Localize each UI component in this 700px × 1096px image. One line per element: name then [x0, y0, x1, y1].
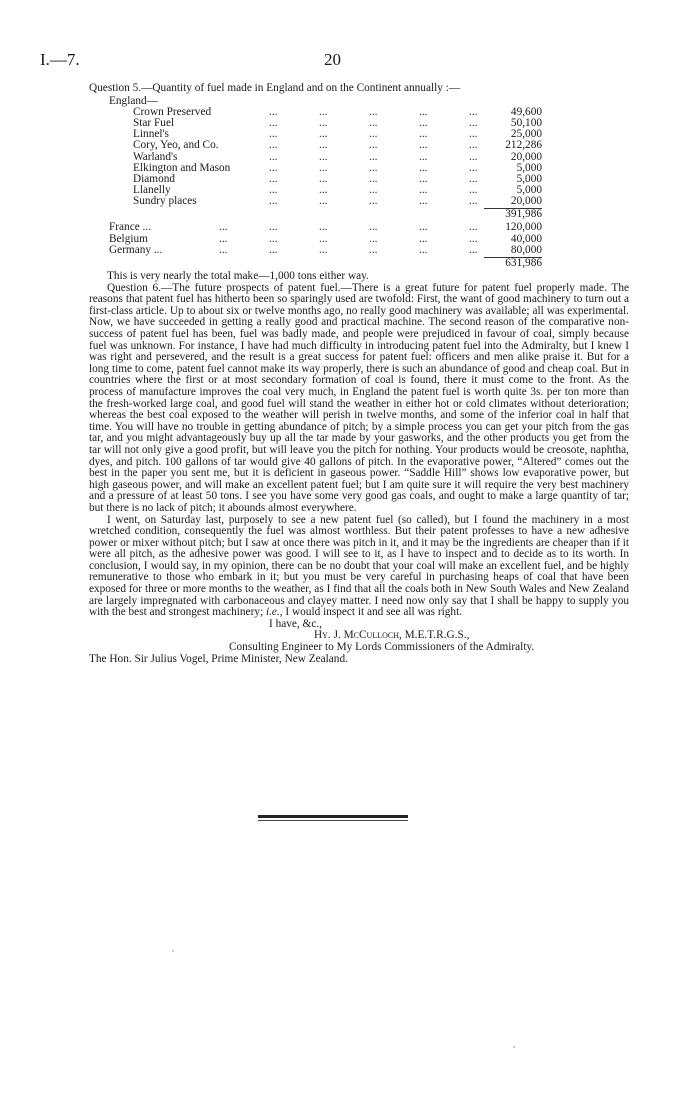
leader-dots: ...	[469, 150, 478, 163]
leader-dots: ...	[369, 232, 378, 245]
england-total: 391,986	[505, 208, 542, 221]
leader-dots: ...	[369, 116, 378, 129]
row-value: 25,000	[510, 128, 542, 141]
row-value: 120,000	[505, 221, 542, 234]
table-row	[89, 245, 629, 256]
leader-dots: ...	[369, 150, 378, 163]
row-value: 20,000	[510, 195, 542, 208]
row-label: Linnel's	[133, 128, 169, 141]
leader-dots: ...	[369, 139, 378, 152]
leader-dots: ...	[319, 161, 328, 174]
table-row	[89, 118, 629, 129]
leader-dots: ...	[369, 184, 378, 197]
row-label: Cory, Yeo, and Co.	[133, 139, 219, 152]
leader-dots: ...	[219, 221, 228, 234]
leader-dots: ...	[319, 232, 328, 245]
england-label: England—	[109, 94, 158, 107]
signatory-name: Hy. J. McCulloch, M.E.T.R.G.S.,	[314, 629, 470, 642]
closing-text-part2: , I would inspect it and see all was right.	[279, 606, 463, 619]
leader-dots: ...	[369, 105, 378, 118]
leader-dots: ...	[369, 221, 378, 234]
leader-dots: ...	[269, 243, 278, 256]
closing-text-part1: I went, on Saturday last, purposely to see a new patent fuel (so called), but I found the machinery in a most wretched condition, consequently the fuel was almost worthless. But their patent professes to have a new adhesive power or mixer without pitch; but I saw at once there was pitch in it, and it may be the ingredients are cheaper than if it were all pitch, as the adhesive power was good. I will see to it, as I have to inspect and to decide as to its worth. In conclusion, I would say, in my opinion, there can be no doubt that your coal will make an excellent fuel, and be highly remunerative to those who embark in it; but you must be very careful in purchasing heaps of coal that have been exposed for three or more months to the weather, as I find that all the coals both in New South Wales and New Zealand are largely impregnated with carbonaceous and clayey matter. I need now only say that I shall be happy to supply you with the best and strongest machinery;	[89, 513, 629, 619]
england-total-row	[89, 209, 629, 222]
leader-dots: ...	[269, 116, 278, 129]
leader-dots: ...	[269, 195, 278, 208]
grand-total: 631,986	[505, 257, 542, 270]
leader-dots: ...	[419, 116, 428, 129]
leader-dots: ...	[219, 232, 228, 245]
row-value: 5,000	[516, 184, 542, 197]
row-value: 40,000	[510, 232, 542, 245]
end-rule	[258, 815, 408, 818]
leader-dots: ...	[419, 195, 428, 208]
leader-dots: ...	[269, 128, 278, 141]
leader-dots: ...	[469, 243, 478, 256]
leader-dots: ...	[319, 172, 328, 185]
row-label: France ...	[109, 221, 152, 234]
leader-dots: ...	[269, 150, 278, 163]
table-row	[89, 222, 629, 233]
closing-paragraph	[89, 515, 629, 619]
leader-dots: ...	[319, 150, 328, 163]
sign-off: I have, &c.,	[269, 617, 323, 630]
leader-dots: ...	[469, 172, 478, 185]
leader-dots: ...	[369, 128, 378, 141]
row-value: 212,286	[505, 139, 542, 152]
leader-dots: ...	[369, 243, 378, 256]
leader-dots: ...	[469, 105, 478, 118]
row-label: Warland's	[133, 150, 178, 163]
leader-dots: ...	[469, 221, 478, 234]
leader-dots: ...	[269, 105, 278, 118]
ie-abbreviation: i.e.	[265, 606, 280, 619]
leader-dots: ...	[319, 221, 328, 234]
leader-dots: ...	[319, 195, 328, 208]
leader-dots: ...	[469, 195, 478, 208]
leader-dots: ...	[369, 195, 378, 208]
leader-dots: ...	[469, 139, 478, 152]
leader-dots: ...	[369, 161, 378, 174]
leader-dots: ...	[269, 161, 278, 174]
row-value: 20,000	[510, 150, 542, 163]
leader-dots: ...	[219, 243, 228, 256]
leader-dots: ...	[269, 139, 278, 152]
leader-dots: ...	[319, 128, 328, 141]
leader-dots: ...	[419, 232, 428, 245]
paper-reference: I.—7.	[40, 50, 80, 69]
leader-dots: ...	[419, 150, 428, 163]
row-label: Germany ...	[109, 243, 163, 256]
leader-dots: ...	[469, 232, 478, 245]
leader-dots: ...	[419, 105, 428, 118]
row-label: Sundry places	[133, 195, 197, 208]
leader-dots: ...	[419, 172, 428, 185]
table-row	[89, 140, 629, 151]
table-row	[89, 196, 629, 207]
england-table	[89, 107, 629, 208]
question-5-heading: Question 5.—Quantity of fuel made in England and on the Continent annually :—	[89, 82, 461, 94]
leader-dots: ...	[419, 128, 428, 141]
table-row	[89, 234, 629, 245]
leader-dots: ...	[319, 139, 328, 152]
row-value: 49,600	[510, 105, 542, 118]
row-value: 50,100	[510, 116, 542, 129]
row-label: Star Fuel	[133, 116, 175, 129]
leader-dots: ...	[369, 172, 378, 185]
leader-dots: ...	[269, 184, 278, 197]
document-body	[89, 83, 629, 665]
row-value: 5,000	[516, 161, 542, 174]
row-label: Llanelly	[133, 184, 171, 197]
addressee: The Hon. Sir Julius Vogel, Prime Minister, New Zealand.	[89, 652, 348, 665]
leader-dots: ...	[419, 221, 428, 234]
leader-dots: ...	[319, 243, 328, 256]
leader-dots: ...	[319, 184, 328, 197]
leader-dots: ...	[419, 184, 428, 197]
grand-total-row	[89, 258, 629, 271]
page-header	[0, 50, 700, 70]
leader-dots: ...	[469, 161, 478, 174]
row-label: Crown Preserved	[133, 105, 212, 118]
row-label: Elkington and Mason	[133, 161, 231, 174]
leader-dots: ...	[319, 105, 328, 118]
leader-dots: ...	[469, 116, 478, 129]
signatory-title: Consulting Engineer to My Lords Commissioners of the Admiralty.	[229, 641, 535, 654]
question-6-paragraph: Question 6.—The future prospects of patent fuel.—There is a great future for patent fuel properly made. The reasons that patent fuel has hitherto been so sparingly used are twofold: First, the want of good machinery to turn out a first-class article. Up to about six or twelve months ago, no really good machinery was available; all was experimental. Now, we have succeeded in getting a really good and practical machine. The second reason of the comparative non-success of patent fuel has been, fuel was badly made, and people were prejudiced in favour of coal, simply because fuel was unknown. For instance, I have had much difficulty in introducing patent fuel into the Admiralty, but I knew I was right and persevered, and the result is a great success for patent fuel: officers and men alike praise it. But for a long time to come, patent fuel cannot make its way properly, there is such an abundance of good and cheap coal. But in countries where the first or at most secondary formation of coal is found, there it must come to the front. As the process of manufacture improves the coal very much, in England the patent fuel is worth quite 3s. per ton more than the fresh-worked large coal, and good fuel will stand the weather in either hot or cold climates without deterioration; whereas the best coal exposed to the weather will perish in twelve months, and some of the inferior coal in half that time. You will have no trouble in getting abundance of pitch; by a simple process you can get your pitch from the gas tar, and you might advantageously buy up all the tar made by your gasworks, and the other products you get from the tar will not only give a good profit, but will leave you the pitch for nothing. Your products would be creosote, naphtha, dyes, and pitch. 100 gallons of tar would give 40 gallons of pitch. In the evaporative power, “Altered” comes out the best in the paper you sent me, but it is deficient in gaseous power. “Saddle Hill” shows low evaporative power, but high gaseous power, and will make an excellent patent fuel; but I am quite sure it will require the very best machinery and a pressure of at least 50 tons. I see you have some very good gas coals, and ought to make a large quantity of tar; but there is no lack of pitch; it abounds almost everywhere.	[89, 281, 629, 514]
total-note: This is very nearly the total make—1,000 tons either way.	[107, 270, 369, 283]
leader-dots: ...	[269, 172, 278, 185]
leader-dots: ...	[319, 116, 328, 129]
scan-speck	[513, 1046, 515, 1048]
leader-dots: ...	[469, 184, 478, 197]
end-rule-thin	[258, 820, 408, 821]
page-number: 20	[324, 50, 341, 69]
leader-dots: ...	[269, 221, 278, 234]
leader-dots: ...	[469, 128, 478, 141]
leader-dots: ...	[419, 243, 428, 256]
row-label: Belgium	[109, 232, 148, 245]
scan-speck	[172, 950, 174, 952]
row-value: 80,000	[510, 243, 542, 256]
row-value: 5,000	[516, 172, 542, 185]
row-label: Diamond	[133, 172, 176, 185]
leader-dots: ...	[419, 139, 428, 152]
leader-dots: ...	[419, 161, 428, 174]
continent-table	[89, 222, 629, 256]
leader-dots: ...	[269, 232, 278, 245]
